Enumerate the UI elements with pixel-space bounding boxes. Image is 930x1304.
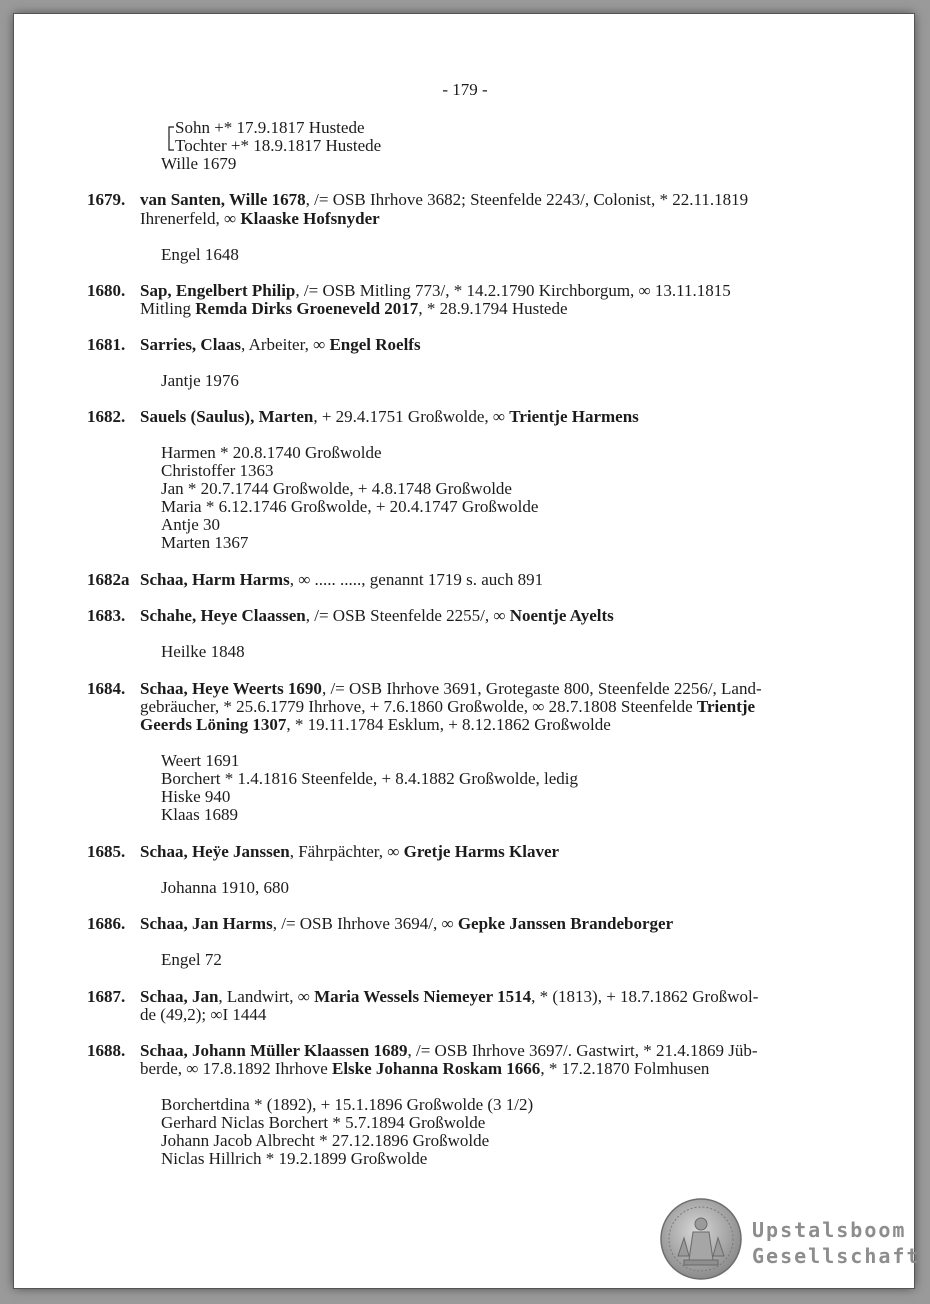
spouse-name: Klaaske Hofsnyder	[240, 209, 380, 228]
entry-number: 1680.	[87, 281, 126, 300]
child-entry: Engel 72	[161, 950, 222, 969]
entry-line	[140, 1041, 758, 1061]
entry-details: Mitling	[140, 299, 196, 318]
child-entry: Weert 1691	[161, 751, 240, 770]
spouse-name: Maria Wessels Niemeyer 1514	[314, 987, 532, 1006]
spouse-name: Trientje	[696, 697, 756, 716]
entry-details: , * 17.2.1870 Folmhusen	[540, 1059, 710, 1078]
entry-details: Ihrenerfeld, ∞	[140, 209, 241, 228]
child-entry: Borchertdina * (1892), + 15.1.1896 Großwolde (3 1/2)	[161, 1095, 534, 1114]
spouse-name: Trientje Harmens	[509, 407, 639, 426]
person-name: Schaa, Harm Harms	[140, 570, 290, 589]
person-name: Schaa, Heÿe Janssen	[140, 842, 290, 861]
child-entry: Christoffer 1363	[161, 461, 274, 480]
entry-number: 1688.	[87, 1041, 126, 1060]
entry-details: , * (1813), + 18.7.1862 Großwol-	[531, 987, 759, 1006]
entry-details: , /= OSB Ihrhove 3682; Steenfelde 2243/, Colonist, * 22.11.1819	[305, 190, 749, 209]
page-number: - 179 -	[442, 80, 488, 99]
person-name: van Santen, Wille 1678	[140, 190, 306, 209]
entry-number: 1684.	[87, 679, 126, 698]
child-entry: Antje 30	[161, 515, 221, 534]
child-entry: Jan * 20.7.1744 Großwolde, + 4.8.1748 Großwolde	[161, 479, 512, 498]
entry-line	[140, 299, 568, 319]
child-entry: Heilke 1848	[161, 642, 245, 661]
entry-line	[140, 407, 639, 427]
entry-details: , /= OSB Mitling 773/, * 14.2.1790 Kirchborgum, ∞ 13.11.1815	[295, 281, 731, 300]
entry-details: , + 29.4.1751 Großwolde, ∞	[313, 407, 510, 426]
entry-number: 1682.	[87, 407, 126, 426]
entry-line	[140, 570, 543, 590]
child-entry: Niclas Hillrich * 19.2.1899 Großwolde	[161, 1149, 428, 1168]
child-entry: Gerhard Niclas Borchert * 5.7.1894 Großwolde	[161, 1113, 486, 1132]
brand-line-2: Gesellschaft	[752, 1244, 921, 1268]
spouse-name: Gretje Harms Klaver	[403, 842, 560, 861]
child-entry: Johann Jacob Albrecht * 27.12.1896 Großwolde	[161, 1131, 490, 1150]
entry-details: , * 19.11.1784 Esklum, + 8.12.1862 Großwolde	[286, 715, 611, 734]
entry-line: de (49,2); ∞I 1444	[140, 1005, 267, 1024]
entry-details: , /= OSB Ihrhove 3691, Grotegaste 800, Steenfelde 2256/, Land-	[321, 679, 762, 698]
child-tochter: Tochter +* 18.9.1817 Hustede	[175, 136, 382, 155]
child-entry: Engel 1648	[161, 245, 239, 264]
entry-number: 1681.	[87, 335, 126, 354]
entry-details: gebräucher, * 25.6.1779 Ihrhove, + 7.6.1860 Großwolde, ∞ 28.7.1808 Steenfelde	[140, 697, 697, 716]
entry-line	[140, 606, 614, 626]
child-entry: Johanna 1910, 680	[161, 878, 289, 897]
seal-icon	[660, 1198, 742, 1280]
child-wille: Wille 1679	[161, 154, 237, 173]
entry-number: 1686.	[87, 914, 126, 933]
spouse-name: Remda Dirks Groeneveld 2017	[195, 299, 419, 318]
person-name: Schaa, Johann Müller Klaassen 1689	[140, 1041, 408, 1060]
entry-line	[140, 209, 380, 229]
person-name: Schaa, Heye Weerts 1690	[140, 679, 322, 698]
entry-line	[140, 679, 762, 699]
entry-line	[140, 190, 748, 210]
entry-details: , ∞ ..... ....., genannt 1719 s. auch 891	[289, 570, 544, 589]
entry-details: , /= OSB Steenfelde 2255/, ∞	[305, 606, 510, 625]
entry-details: berde, ∞ 17.8.1892 Ihrhove	[140, 1059, 332, 1078]
child-sohn: Sohn +* 17.9.1817 Hustede	[175, 118, 365, 137]
entry-line	[140, 987, 758, 1007]
person-name: Sauels (Saulus), Marten	[140, 407, 314, 426]
entry-details: , Landwirt, ∞	[218, 987, 315, 1006]
entry-details: , Fährpächter, ∞	[289, 842, 404, 861]
spouse-name: Geerds Löning 1307	[140, 715, 287, 734]
child-entry: Harmen * 20.8.1740 Großwolde	[161, 443, 382, 462]
person-name: Sarries, Claas	[140, 335, 242, 354]
child-entry: Hiske 940	[161, 787, 231, 806]
child-entry: Borchert * 1.4.1816 Steenfelde, + 8.4.1882 Großwolde, ledig	[161, 769, 579, 788]
entry-line	[140, 1059, 709, 1079]
spouse-name: Elske Johanna Roskam 1666	[332, 1059, 541, 1078]
entry-details: , /= OSB Ihrhove 3697/. Gastwirt, * 21.4.1869 Jüb-	[407, 1041, 758, 1060]
spouse-name: Gepke Janssen Brandeborger	[457, 914, 674, 933]
entry-number: 1687.	[87, 987, 126, 1006]
entry-line	[140, 914, 673, 934]
entry-number: 1682a	[87, 570, 130, 589]
entry-line	[140, 281, 731, 301]
entry-number: 1679.	[87, 190, 126, 209]
child-entry: Klaas 1689	[161, 805, 238, 824]
entry-line	[140, 842, 559, 862]
spouse-name: Noentje Ayelts	[509, 606, 614, 625]
entry-details: , * 28.9.1794 Hustede	[418, 299, 568, 318]
person-name: Sap, Engelbert Philip	[140, 281, 296, 300]
entry-line	[140, 335, 421, 355]
child-entry: Jantje 1976	[161, 371, 239, 390]
entry-details: , /= OSB Ihrhove 3694/, ∞	[272, 914, 458, 933]
person-name: Schahe, Heye Claassen	[140, 606, 306, 625]
entry-details: , Arbeiter, ∞	[241, 335, 330, 354]
child-entry: Maria * 6.12.1746 Großwolde, + 20.4.1747 Großwolde	[161, 497, 539, 516]
person-name: Schaa, Jan	[140, 987, 219, 1006]
entry-line	[140, 697, 755, 717]
spouse-name: Engel Roelfs	[329, 335, 421, 354]
child-entry: Marten 1367	[161, 533, 249, 552]
entry-number: 1683.	[87, 606, 126, 625]
brand-line-1: Upstalsboom	[752, 1218, 907, 1242]
person-name: Schaa, Jan Harms	[140, 914, 273, 933]
entry-number: 1685.	[87, 842, 126, 861]
entry-line	[140, 715, 611, 735]
